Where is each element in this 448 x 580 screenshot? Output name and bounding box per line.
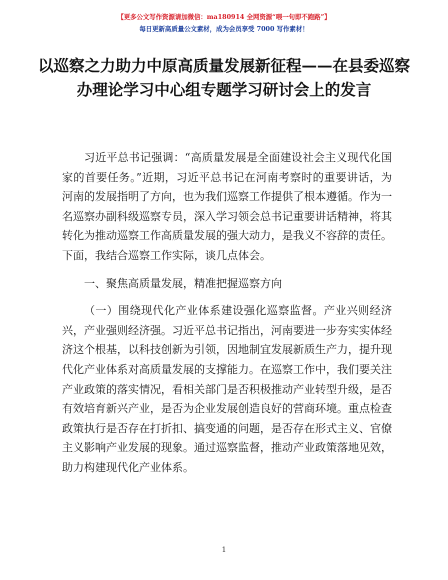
body-paragraph: （一）围绕现代化产业体系建设强化巡察监督。产业兴则经济兴，产业强则经济强。习近平总书记指出，河南要进一步夯实实体经济这个根基，以科技创新为引领，因地制宜发展新质生产力，提升现代化产业体系对高质量发展的支撑能力。在巡察工作中，我们要关注产业政策的落实情况，看相关部门是否积极推动产业转型升级，是否有效培育新兴产业，是否为企业发展创造良好的营商环境。重点检查政策执行是否存在打折扣、搞变通的问题，是否存在形式主义、官僚主义影响产业发展的现象。通过巡察监督，推动产业政策落地见效，助力构建现代化产业体系。 [62,304,392,474]
document-body [62,148,392,478]
promo-banner-bottom: 每日更新高质量公文素材，成为会员享受 7000 写作素材！ [139,25,309,33]
promo-banner-top: 【更多公文写作资源请加微信：ma180914 全网资源“喂一句即不跑路”】 [117,13,331,21]
document-title: 以巡察之力助力中原高质量发展新征程——在县委巡察办理论学习中心组专题学习研讨会上的发言 [38,56,411,99]
intro-paragraph: 习近平总书记强调：“高质量发展是全面建设社会主义现代化国家的首要任务。”近期，习近平总书记在河南考察时的重要讲话，为河南的发展指明了方向，也为我们巡察工作提供了根本遵循。作为一名巡察办副科级巡察专员，深入学习领会总书记重要讲话精神，将其转化为推动巡察工作高质量发展的强大动力，是我义不容辞的责任。下面，我结合巡察工作实际，谈几点体会。 [62,151,392,262]
section-heading: 一、聚焦高质量发展，精准把握巡察方向 [84,276,282,290]
page-number: 1 [221,546,227,554]
